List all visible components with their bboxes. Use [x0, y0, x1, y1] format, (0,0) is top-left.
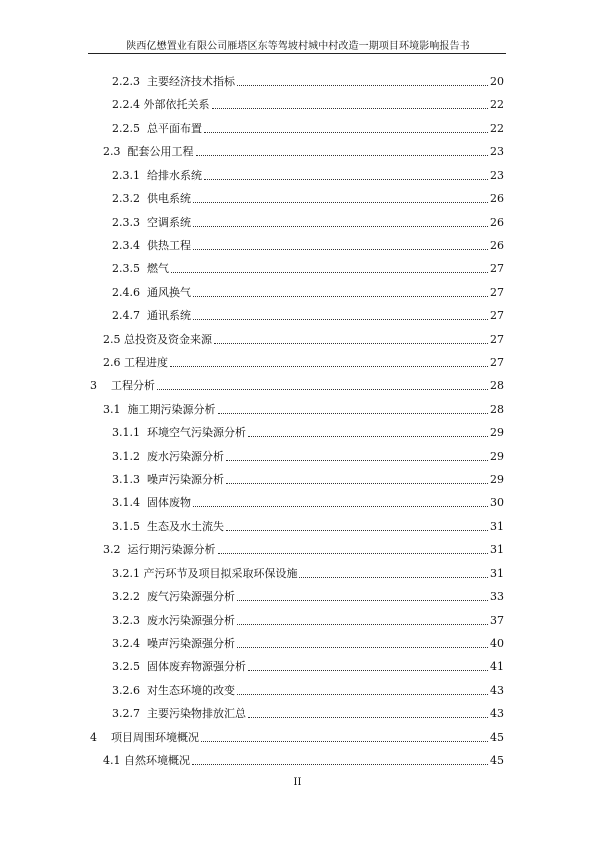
- toc-leader-dots: [237, 694, 488, 695]
- toc-entry-page: 22: [490, 122, 504, 135]
- toc-leader-dots: [226, 530, 488, 531]
- toc-entry-label: 3.2.2 废气污染源强分析: [112, 590, 235, 603]
- toc-entry-page: 20: [490, 75, 504, 88]
- toc-entry-label: 2.5 总投资及资金来源: [103, 333, 212, 346]
- toc-leader-dots: [226, 460, 488, 461]
- toc-leader-dots: [299, 577, 488, 578]
- toc-entry-label: 2.3.3 空调系统: [112, 216, 191, 229]
- toc-entry-label: 3.1 施工期污染源分析: [103, 403, 216, 416]
- toc-entry-label: 2.3 配套公用工程: [103, 145, 194, 158]
- toc-entry[interactable]: [112, 167, 504, 183]
- toc-entry-label: 2.6 工程进度: [103, 356, 168, 369]
- toc-entry-page: 45: [490, 731, 504, 744]
- toc-entry[interactable]: [103, 331, 504, 347]
- toc-entry-label: 3.2.1 产污环节及项目拟采取环保设施: [112, 567, 298, 580]
- toc-entry-page: 27: [490, 309, 504, 322]
- toc-entry-label: 3.2.6 对生态环境的改变: [112, 684, 235, 697]
- toc-leader-dots: [201, 741, 488, 742]
- toc-entry[interactable]: [112, 120, 504, 136]
- toc-entry-label: 2.4.6 通风换气: [112, 286, 191, 299]
- toc-entry-page: 29: [490, 426, 504, 439]
- toc-entry-page: 22: [490, 98, 504, 111]
- toc-entry-page: 43: [490, 684, 504, 697]
- toc-entry[interactable]: [112, 565, 504, 581]
- toc-entry[interactable]: [103, 752, 504, 768]
- toc-entry-label: 3.1.2 废水污染源分析: [112, 450, 224, 463]
- toc-entry-label: 4 项目周围环境概况: [90, 731, 199, 744]
- toc-entry[interactable]: [112, 588, 504, 604]
- toc-leader-dots: [248, 717, 488, 718]
- toc-entry-page: 29: [490, 473, 504, 486]
- toc-leader-dots: [193, 226, 488, 227]
- toc-entry-page: 27: [490, 286, 504, 299]
- toc-leader-dots: [192, 764, 488, 765]
- toc-entry-page: 27: [490, 333, 504, 346]
- toc-entry[interactable]: [112, 214, 504, 230]
- toc-entry-label: 4.1 自然环境概况: [103, 754, 190, 767]
- toc-entry-label: 3 工程分析: [90, 379, 155, 392]
- toc-entry[interactable]: [112, 260, 504, 276]
- toc-entry-page: 28: [490, 403, 504, 416]
- toc-entry[interactable]: [112, 658, 504, 674]
- toc-entry[interactable]: [103, 541, 504, 557]
- toc-entry[interactable]: [103, 143, 504, 159]
- toc-entry-label: 3.2.7 主要污染物排放汇总: [112, 707, 246, 720]
- toc-entry-page: 41: [490, 660, 504, 673]
- toc-entry[interactable]: [112, 96, 504, 112]
- toc-entry[interactable]: [112, 237, 504, 253]
- toc-leader-dots: [157, 389, 488, 390]
- toc-entry[interactable]: [112, 448, 504, 464]
- toc-leader-dots: [170, 366, 488, 367]
- toc-leader-dots: [237, 647, 488, 648]
- toc-leader-dots: [193, 202, 488, 203]
- toc-leader-dots: [237, 624, 488, 625]
- toc-entry[interactable]: [112, 612, 504, 628]
- toc-entry-label: 2.2.5 总平面布置: [112, 122, 202, 135]
- toc-entry-label: 3.2.3 废水污染源强分析: [112, 614, 235, 627]
- toc-entry-label: 2.2.4 外部依托关系: [112, 98, 210, 111]
- toc-entry[interactable]: [103, 401, 504, 417]
- toc-entry-page: 30: [490, 496, 504, 509]
- toc-entry[interactable]: [90, 729, 504, 745]
- toc-entry-label: 3.1.5 生态及水土流失: [112, 520, 224, 533]
- toc-entry-page: 27: [490, 262, 504, 275]
- running-header: 陕西亿懋置业有限公司雁塔区东等驾坡村城中村改造一期项目环境影响报告书: [126, 41, 470, 52]
- toc-leader-dots: [204, 179, 488, 180]
- toc-entry-page: 31: [490, 543, 504, 556]
- toc-leader-dots: [193, 506, 488, 507]
- toc-entry-page: 27: [490, 356, 504, 369]
- toc-entry-page: 45: [490, 754, 504, 767]
- toc-leader-dots: [193, 249, 488, 250]
- toc-entry-page: 23: [490, 169, 504, 182]
- toc-entry[interactable]: [112, 73, 504, 89]
- toc-entry-label: 3.1.4 固体废物: [112, 496, 191, 509]
- toc-entry-label: 2.3.2 供电系统: [112, 192, 191, 205]
- toc-leader-dots: [214, 343, 488, 344]
- toc-leader-dots: [196, 155, 489, 156]
- toc-entry-page: 33: [490, 590, 504, 603]
- toc-leader-dots: [248, 670, 488, 671]
- toc-leader-dots: [248, 436, 488, 437]
- toc-entry-label: 2.3.4 供热工程: [112, 239, 191, 252]
- toc-entry[interactable]: [90, 377, 504, 393]
- toc-leader-dots: [226, 483, 488, 484]
- toc-entry-page: 26: [490, 192, 504, 205]
- toc-entry-page: 23: [490, 145, 504, 158]
- toc-entry-page: 31: [490, 567, 504, 580]
- toc-entry-page: 26: [490, 216, 504, 229]
- toc-entry-label: 3.2.4 噪声污染源强分析: [112, 637, 235, 650]
- toc-entry-page: 29: [490, 450, 504, 463]
- toc-leader-dots: [237, 600, 488, 601]
- toc-entry-page: 43: [490, 707, 504, 720]
- toc-entry[interactable]: [112, 518, 504, 534]
- toc-leader-dots: [171, 272, 488, 273]
- toc-entry-label: 3.1.1 环境空气污染源分析: [112, 426, 246, 439]
- toc-entry-label: 2.3.5 燃气: [112, 262, 169, 275]
- toc-entry[interactable]: [112, 424, 504, 440]
- toc-leader-dots: [204, 132, 488, 133]
- toc-entry[interactable]: [112, 307, 504, 323]
- toc-entry[interactable]: [112, 494, 504, 510]
- toc-leader-dots: [212, 108, 489, 109]
- toc-entry-label: 2.2.3 主要经济技术指标: [112, 75, 235, 88]
- toc-entry-label: 2.4.7 通讯系统: [112, 309, 191, 322]
- page-number: II: [293, 777, 302, 788]
- toc-leader-dots: [218, 413, 489, 414]
- toc-entry-label: 3.2.5 固体废弃物源强分析: [112, 660, 246, 673]
- toc-leader-dots: [218, 553, 489, 554]
- toc-entry-page: 37: [490, 614, 504, 627]
- toc-entry-page: 40: [490, 637, 504, 650]
- toc-entry[interactable]: [112, 705, 504, 721]
- toc-entry-label: 2.3.1 给排水系统: [112, 169, 202, 182]
- toc-entry[interactable]: [112, 635, 504, 651]
- toc-entry[interactable]: [112, 284, 504, 300]
- toc-entry-page: 31: [490, 520, 504, 533]
- toc-entry-page: 26: [490, 239, 504, 252]
- toc-entry[interactable]: [112, 682, 504, 698]
- toc-entry-label: 3.1.3 噪声污染源分析: [112, 473, 224, 486]
- toc-leader-dots: [193, 296, 488, 297]
- toc-entry[interactable]: [103, 354, 504, 370]
- toc-entry-label: 3.2 运行期污染源分析: [103, 543, 216, 556]
- toc-entry[interactable]: [112, 190, 504, 206]
- toc-leader-dots: [193, 319, 488, 320]
- toc-leader-dots: [237, 85, 488, 86]
- toc-entry[interactable]: [112, 471, 504, 487]
- toc-entry-page: 28: [490, 379, 504, 392]
